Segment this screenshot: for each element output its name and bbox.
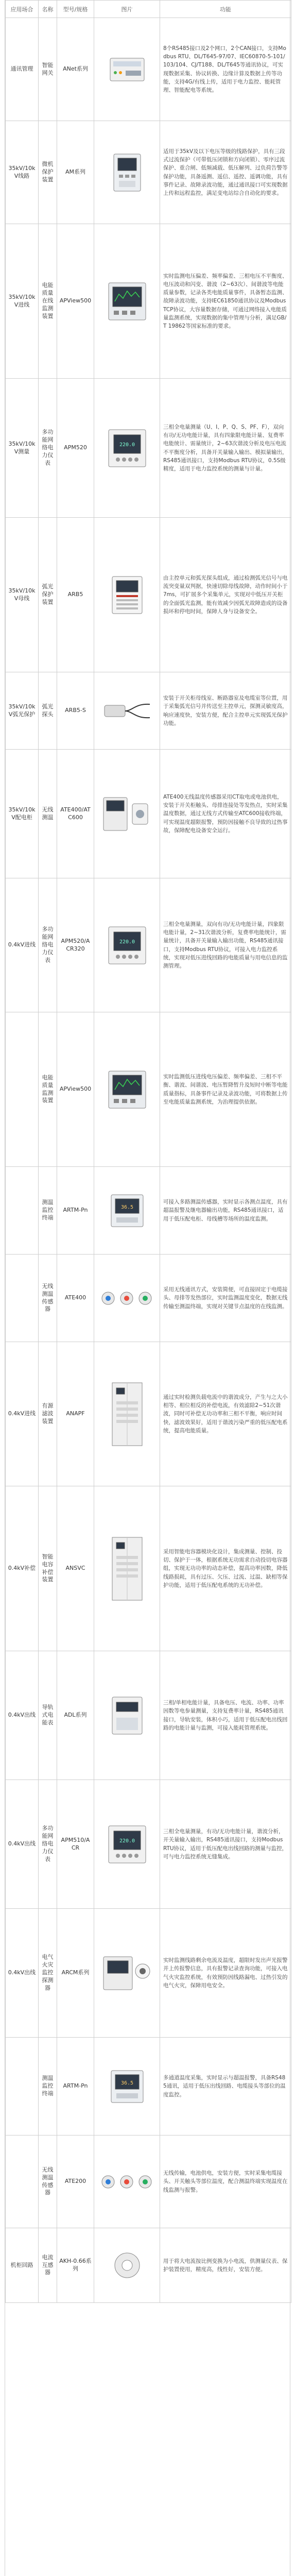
row-picture xyxy=(94,1651,160,1780)
svg-text:220.0: 220.0 xyxy=(119,1838,135,1844)
row-model: ARCM系列 xyxy=(57,1909,94,2038)
row-model: ADL系列 xyxy=(57,1651,94,1780)
row-function: 三相全电量测量（U、I、P、Q、S、PF、F），双向有功/无功电能计量，具有四象限电能计量、复费率电能统计、需量统计，2~63次谐波分析及电压电流不平衡度分析，具备开关量输入输出、模拟量输出，RS485通讯接口，支持Modbus RTU协议，0.5S级精度，适用于电力监控系统的测量与计量。 xyxy=(160,379,291,518)
row-model: ARB5 xyxy=(57,518,94,672)
table-header-row xyxy=(6,1,291,18)
row-name: 无线测温传感器 xyxy=(39,1255,57,1342)
row-name: 无线测温 xyxy=(39,750,57,878)
row-model: APView500 xyxy=(57,1012,94,1167)
row-function: 三相全电量测量，双向有功/无功电能计量，四象限电能计量，2~31次谐波分析，复费率电能统计，需量统计，具备开关量输入输出功能，RS485通讯接口，支持Modbus RTU协议，可接入电力监控系统，实现对低压进线回路的电能质量与用电信息的监测管理。 xyxy=(160,878,291,1012)
arc-sensor-icon xyxy=(97,698,157,724)
row-function: 用于将大电流按比例变换为小电流，供测量仪表、保护装置使用，精度高，线性好，安装方便。 xyxy=(160,2228,291,2303)
header-name: 名称 xyxy=(39,1,57,18)
svg-text:220.0: 220.0 xyxy=(119,442,135,448)
row-model: ATE400/ATC600 xyxy=(57,750,94,878)
row-picture xyxy=(94,1167,160,1255)
fire-detector-icon xyxy=(97,1953,157,1994)
table-row xyxy=(6,18,291,121)
row-picture xyxy=(94,1255,160,1342)
row-model: AM系列 xyxy=(57,121,94,224)
row-name: 多功能网络电力仪表 xyxy=(39,379,57,518)
row-scene xyxy=(6,1012,39,1167)
row-scene: 35kV/10kV配电柜 xyxy=(6,750,39,878)
relay-device-icon xyxy=(97,152,157,193)
header-scene: 应用场合 xyxy=(6,1,39,18)
current-transformer-icon xyxy=(97,2250,157,2281)
table-row xyxy=(6,224,291,379)
row-name: 电流互感器 xyxy=(39,2228,57,2303)
pq-monitor-icon xyxy=(97,281,157,322)
table-row xyxy=(6,1909,291,2038)
table-body xyxy=(6,18,291,2303)
row-scene xyxy=(6,2038,39,2136)
power-meter-icon xyxy=(97,925,157,966)
row-picture xyxy=(94,1342,160,1486)
row-name: 电气火灾监控探测器 xyxy=(39,1909,57,2038)
row-name: 导轨式电能表 xyxy=(39,1651,57,1780)
row-name: 电能质量监测装置 xyxy=(39,1012,57,1167)
row-picture xyxy=(94,379,160,518)
row-function: 安装于开关柜母线室、断路器室及电缆室等位置，用于采集弧光信号并传送至主控单元，探测灵敏度高，响应速度快，安装方便，配合主控单元实现弧光保护功能。 xyxy=(160,672,291,750)
active-filter-cabinet-icon xyxy=(97,1381,157,1448)
row-function: 采用智能电容器模块化设计，集成测量、控制、投切、保护于一体，根据系统无功需求自动投切电容器组，实现无功功率的动态补偿，提高功率因数，降低线路损耗，具有过压、欠压、过流、过温、缺相等保护功能，适用于低压配电系统的无功补偿。 xyxy=(160,1486,291,1651)
row-scene: 35kV/10kV线路 xyxy=(6,121,39,224)
row-model: ATE200 xyxy=(57,2136,94,2228)
row-function: 由主控单元和弧光探头组成，通过检测弧光信号与电流突变量双判据，快速切除母线故障，动作时间小于7ms，可扩展多个采集单元，实现对中低压开关柜的全面弧光监测，能有效减少因弧光故障造成的设备损坏和停电时间，保障人身与设备安全。 xyxy=(160,518,291,672)
row-function: 实时监测低压进线电压偏差、频率偏差、三相不平衡、谐波、间谐波、电压暂降暂升及短时中断等电能质量指标，具备事件记录及录波功能，可将数据上传至电能质量监测系统，为治理提供依据。 xyxy=(160,1012,291,1167)
row-function: 三相全电量测量，有功/无功电能计量，谐波分析，开关量输入输出，RS485通讯接口，支持Modbus RTU协议，适用于低压配电出线回路的测量与监控，可与电力监控系统无缝集成。 xyxy=(160,1780,291,1909)
row-name: 弧光保护装置 xyxy=(39,518,57,672)
row-function: 8个RS485接口及2个网口，2个CAN接口，支持Modbus RTU、DL/T645-97/07、IEC60870-5-101/103/104、CJ/T188、DL/T645等通讯协议，可实现数据采集、协议转换、边缘计算及数据上传等功能，支持4G/有线上传，适用于电力监控、能耗管理、智能配电等系统。 xyxy=(160,18,291,121)
capacitor-cabinet-icon xyxy=(97,1535,157,1602)
row-function: 实时监测线路剩余电流及温度，超限时发出声光报警并上传报警信息，具有报警记录查询功能，可接入电气火灾监控系统，有效预防因线路漏电、过热引发的电气火灾，保障用电安全。 xyxy=(160,1909,291,2038)
row-function: 无线传输，电池供电，安装方便，实时采集电缆接头、开关触头等部位温度，配合测温终端实现温度在线监测与报警。 xyxy=(160,2136,291,2228)
product-spec-sheet xyxy=(5,0,290,2576)
row-scene: 通讯管理 xyxy=(6,18,39,121)
row-picture xyxy=(94,1012,160,1167)
row-picture xyxy=(94,121,160,224)
row-scene: 35kV/10kV测量 xyxy=(6,379,39,518)
row-picture xyxy=(94,1486,160,1651)
row-picture xyxy=(94,750,160,878)
row-function: 实时监测电压偏差、频率偏差、三相电压不平衡度、电压波动和闪变、谐波（2~63次）、间谐波等电能质量参数，记录各类电能质量事件，具备暂态监测、故障录波功能，支持IEC61850通讯协议及Modbus TCP协议，大容量数据存储，可通过网络接入电能质量监测系统，实现数据的集中管理与分析，满足GB/T 19862等国家标准的要求。 xyxy=(160,224,291,379)
header-picture: 图片 xyxy=(94,1,160,18)
row-picture xyxy=(94,672,160,750)
row-name: 微机保护装置 xyxy=(39,121,57,224)
row-name: 有源滤波装置 xyxy=(39,1342,57,1486)
svg-text:36.5: 36.5 xyxy=(120,1204,133,1210)
row-picture xyxy=(94,1780,160,1909)
arc-protection-icon xyxy=(97,574,157,616)
table-row xyxy=(6,878,291,1012)
svg-text:220.0: 220.0 xyxy=(119,939,135,945)
row-model: APM520/ACR320 xyxy=(57,878,94,1012)
temp-monitor-icon xyxy=(97,2069,157,2105)
table-row xyxy=(6,1255,291,1342)
row-function: 采用无线通讯方式，安装简便，可直接固定于电缆接头、母排等发热部位，实时监测温度变化，数据无线传输至测温终端，实现对关键节点温度的在线监测。 xyxy=(160,1255,291,1342)
table-row xyxy=(6,2136,291,2228)
table-row xyxy=(6,379,291,518)
row-function: 可接入多路测温传感器，实时显示各测点温度，具有超温报警及继电器输出功能，RS485通讯接口，适用于低压配电柜、母线槽等场所的温度监测。 xyxy=(160,1167,291,1255)
product-spec-table xyxy=(5,0,291,2303)
row-name: 电能质量在线监测装置 xyxy=(39,224,57,379)
row-model: ANet系列 xyxy=(57,18,94,121)
row-name: 弧光探头 xyxy=(39,672,57,750)
row-scene: 0.4kV补偿 xyxy=(6,1486,39,1651)
row-picture xyxy=(94,2228,160,2303)
row-model: ARTM-Pn xyxy=(57,2038,94,2136)
row-function: 适用于35kV及以下电压等级的线路保护，具有三段式过流保护（可带低压闭锁和方向闭锁）、零序过流保护、重合闸、低频减载、低压解列、过负荷告警等保护功能，具备遥测、遥信、遥控、遥调功能，具有事件记录、故障录波功能，通过通讯接口可实现数据上传和远程监控，满足变电站综合自动化的要求。 xyxy=(160,121,291,224)
row-name: 测温监控终端 xyxy=(39,2038,57,2136)
row-scene: 0.4kV出线 xyxy=(6,1780,39,1909)
row-model: APM520 xyxy=(57,379,94,518)
row-picture xyxy=(94,224,160,379)
row-scene: 机柜回路 xyxy=(6,2228,39,2303)
row-picture xyxy=(94,2038,160,2136)
row-function: ATE400无线温度传感器采用CT取电或电池供电，安装于开关柜触头、母排连接处等发热点，实时采集温度数据，通过无线方式传输至ATC600接收终端，可实现温度超限报警，预防因接触不良导致的过热事故，保障配电设备安全运行。 xyxy=(160,750,291,878)
row-function: 通过实时检测负载电流中的谐波成分，产生与之大小相等、相位相反的补偿电流，有效滤除2~51次谐波，同时可补偿无功功率和三相不平衡，响应时间快，滤波效果好，适用于谐波污染严重的低压配电系统，提高电能质量。 xyxy=(160,1342,291,1486)
row-name: 无线测温传感器 xyxy=(39,2136,57,2228)
row-picture xyxy=(94,518,160,672)
table-row xyxy=(6,121,291,224)
row-picture xyxy=(94,18,160,121)
row-model: ANSVC xyxy=(57,1486,94,1651)
row-picture xyxy=(94,878,160,1012)
table-row xyxy=(6,672,291,750)
row-name: 多功能网络电力仪表 xyxy=(39,1780,57,1909)
gateway-device-icon xyxy=(97,54,157,85)
temp-terminal-icon xyxy=(97,1193,157,1229)
din-rail-meter-icon xyxy=(97,1695,157,1736)
row-model: AKH-0.66系列 xyxy=(57,2228,94,2303)
row-scene xyxy=(6,2136,39,2228)
header-model: 型号/规格 xyxy=(57,1,94,18)
table-row xyxy=(6,518,291,672)
row-model: ARB5-S xyxy=(57,672,94,750)
wireless-temp-icon xyxy=(97,793,157,835)
row-model: ATE400 xyxy=(57,1255,94,1342)
row-model: ARTM-Pn xyxy=(57,1167,94,1255)
header-function: 功能 xyxy=(160,1,291,18)
row-model: ANAPF xyxy=(57,1342,94,1486)
table-row xyxy=(6,1167,291,1255)
row-scene: 0.4kV进线 xyxy=(6,878,39,1012)
row-model: APView500 xyxy=(57,224,94,379)
table-row xyxy=(6,1486,291,1651)
row-scene: 35kV/10kV弧光保护 xyxy=(6,672,39,750)
row-scene: 35kV/10kV母线 xyxy=(6,518,39,672)
multifunction-meter-icon xyxy=(97,428,157,469)
table-row xyxy=(6,1012,291,1167)
table-row xyxy=(6,1651,291,1780)
table-row xyxy=(6,1342,291,1486)
network-meter-icon xyxy=(97,1824,157,1865)
quality-analyzer-icon xyxy=(97,1069,157,1110)
row-scene: 0.4kV出线 xyxy=(6,1651,39,1780)
row-scene xyxy=(6,1255,39,1342)
row-function: 多通道温度采集，实时显示与超温报警，具备RS485通讯，适用于低压出线回路、电缆接头等部位的温度监控。 xyxy=(160,2038,291,2136)
row-name: 智能网关 xyxy=(39,18,57,121)
svg-text:36.5: 36.5 xyxy=(120,2080,133,2086)
row-name: 智能电容补偿装置 xyxy=(39,1486,57,1651)
row-scene: 35kV/10kV进线 xyxy=(6,224,39,379)
temp-sensor-icon xyxy=(97,1288,157,1309)
row-function: 三相/单相电能计量，具备电压、电流、功率、功率因数等电参量测量，支持复费率计量，RS485通讯接口，导轨安装，体积小巧，适用于低压配电出线回路的电能计量与监测，可接入能耗管理系统。 xyxy=(160,1651,291,1780)
row-scene: 0.4kV进线 xyxy=(6,1342,39,1486)
table-row xyxy=(6,750,291,878)
row-name: 多功能网络电力仪表 xyxy=(39,878,57,1012)
row-picture xyxy=(94,2136,160,2228)
table-row xyxy=(6,2038,291,2136)
table-row xyxy=(6,1780,291,1909)
row-scene xyxy=(6,1167,39,1255)
row-picture xyxy=(94,1909,160,2038)
row-model: APM510/ACR xyxy=(57,1780,94,1909)
table-row xyxy=(6,2228,291,2303)
row-name: 测温监控终端 xyxy=(39,1167,57,1255)
row-scene: 0.4kV出线 xyxy=(6,1909,39,2038)
wireless-sensor-icon xyxy=(97,2172,157,2192)
